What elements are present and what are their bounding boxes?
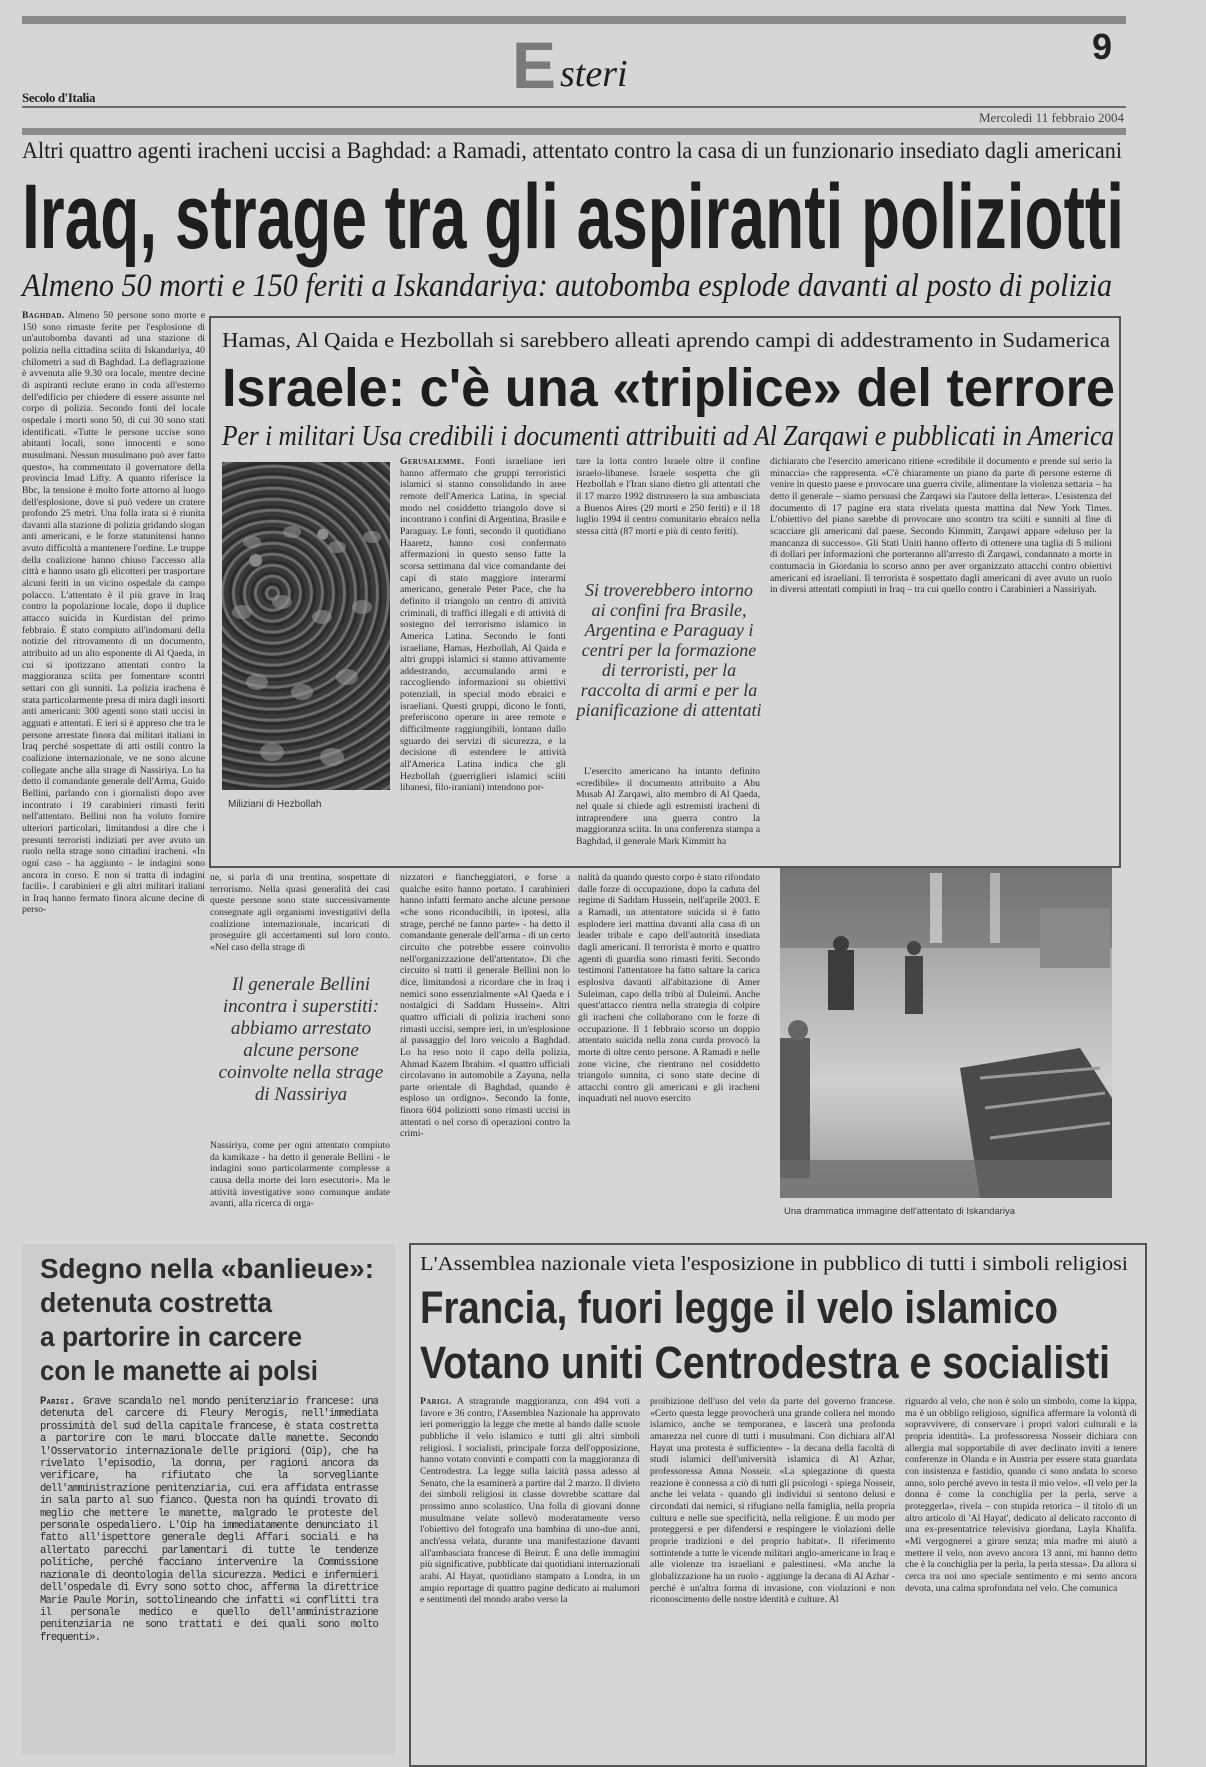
banlieue-headline-line-2: detenuta costretta: [40, 1287, 273, 1318]
iraq-pull-quote: Il generale Bellini incontra i superstiti: abbiamo arrestato alcune persone coinvolte nella strage di Nassiriya: [218, 974, 384, 1105]
banlieue-text: Grave scandalo nel mondo penitenziario francese: una detenuta del carcere di Fleury Merogis, nell'immediata prossimità del sud della capitale francese, è stata costretta a partorire con le mani bloccate dalle manette. Secondo l'Osservatorio internazionale delle prigioni (Oip), che ha rivelato l'episodio, la donna, per ragioni ancora da verificare, ha rifiutato che la sorvegliante dell'amministrazione penitenziaria, cui era affidata entrasse in sala parto al suo fianco. Questa non ha quindi trovato di meglio che mettere le manette, malgrado le proteste del personale ospedaliero. L'Oip ha immediatamente denunciato il fatto all'ispettore generale degli Affari sociali e ha allertato parecchi parlamentari di tutte le tendenze politiche, perché facciano intervenire la Commissione nazionale di deontologia della sicurezza. Medici e infermieri dell'ospedale di Evry sono sotto choc, afferma la direttrice Marie Paule Morin, sottolineando che infatti «i conflitti tra il personale medico e quello dell'amministrazione penitenziaria ne sono trattati e dei quali sono molto frequenti».: [40, 1396, 378, 1644]
issue-date: Mercoledì 11 febbraio 2004: [979, 110, 1124, 125]
iraq-text: ne, si parla di una trentina, sospettate di terrorismo. Nella quasi generalità dei casi queste persone sono state successivamente consegnate agli organismi investigativi della coalizione internazionale, incaricati di proseguire gli accertamenti sul loro conto. «Nel caso della strage di: [210, 872, 390, 953]
iraq-text: nizzatori e fiancheggiatori, e forse a qualche esito hanno portato. I carabinieri hanno infatti fermato anche alcune persone «che sono riconducibili, in ipotesi, alla strage, perché ne fanno parte» - ha detto il comandante generale dell'arma - di un certo circuito che potrebbe essere coinvolto nell'organizzazione dell'attentato». Di che circuito si tratti il generale Bellini non lo dice, limitandosi a ricordare che in Iraq i nemici sono essenzialmente «Al Qaeda e i nostalgici di Saddam Hussein». Altri quattro ufficiali di polizia iracheni sono rimasti uccisi, sempre ieri, in un'esplosione al passaggio del loro veicolo a Baghdad. Lo ha reso noto il capo della polizia, Ahmad Kazem Ibrahim. «I quattro ufficiali circolavano in automobile a Zayuna, nella parte orientale di Baghdad, quando è esploso un ordigno». Secondo la fonte, finora 604 poliziotti sono rimasti uccisi in attentati o nel corso di operazioni contro la crimi-: [400, 872, 570, 1140]
israel-text: tare la lotta contro Israele oltre il confine israelo-libanese. Israele sospetta che gli Hezbollah e l'Iran siano dietro gli attentati che il 17 marzo 1992 distrussero la sua ambasciata a Buenos Aires (29 morti e 250 feriti) e il 18 luglio 1994 il centro comunitario ebraico nella stessa città (87 morti e più di cento feriti).: [576, 456, 760, 537]
francia-column-2: [650, 1396, 895, 1726]
israel-subhead: Per i militari Usa credibili i documenti attribuiti ad Al Zarqawi e pubblicati in America: [221, 421, 1115, 452]
iraq-dateline: Baghdad.: [22, 310, 65, 321]
masthead-band: [22, 128, 1126, 135]
banlieue-dateline: Parigi.: [40, 1396, 76, 1408]
iraq-kicker: Altri quattro agenti iracheni uccisi a Baghdad: a Ramadi, attentato contro la casa di un funzionario insediato dagli americani: [22, 138, 1122, 163]
iskandariya-photo: [780, 868, 1112, 1198]
israel-column-2a: [576, 456, 760, 573]
iraq-text: Nassiriya, come per ogni attentato compiuto da kamikaze - ha detto il generale Bellini - le indagini sono particolarmente complesse a causa della morte dei loro esecutori». Ma le attività investigative sono comunque andate avanti, alla ricerca di orga-: [210, 1140, 390, 1210]
top-rule: [22, 16, 1126, 24]
israel-column-1: [400, 456, 566, 848]
iraq-column-2b: [210, 1140, 390, 1232]
francia-dateline: Parigi.: [420, 1396, 452, 1407]
iraq-column-2a: [210, 872, 390, 966]
banlieue-headline-line-4: con le manette ai polsi: [40, 1355, 318, 1386]
iraq-text: nalità da quando questo corpo è stato rifondato dalle forze di occupazione, dopo la caduta del regime di Saddam Hussein, nell'aprile 2003. E a Ramadi, un attentatore suicida si è fatto esplodere ieri mattina davanti alla casa di un leader tribale e capo dell'autorità insediata dagli americani. Il terrorista è morto e quattro agenti di guardia sono rimasti feriti. Secondo testimoni l'attentatore ha fatto saltare la carica esplosiva davanti all'abitazione di Amer Suleiman, capo della tribù al Duleimi. Anche quest'attacco rientra nella strategia di colpire gli iracheni che collaborano con le forze di occupazione. Il 1 febbraio scorso un doppio attentato suicida nella zona curda provocò la morte di oltre cento persone. A Ramadi e nelle zone vicine, che rientrano nel cosiddetto triangolo sunnita, ci sono state decine di attacchi contro gli americani e gli iracheni inquadrati nel nuovo esercito: [578, 872, 760, 1105]
israel-pull-quote: Si troverebbero intorno ai confini fra Brasile, Argentina e Paraguay i centri per la formazione di terroristi, per la raccolta di armi e per la pianificazione di attentati: [576, 580, 762, 720]
israel-heading: [0, 320, 1206, 452]
iraq-headline: Iraq, strage tra gli aspiranti poliziotti: [22, 166, 1124, 268]
israel-headline: Israele: c'è una «triplice» del terrore: [222, 358, 1115, 418]
israel-column-3: [770, 456, 1112, 848]
section-logo-rest: steri: [560, 53, 628, 95]
israel-text: Fonti israeliane ieri hanno affermato che gruppi terroristici islamici si stanno consolidando in aree remote dell'America Latina, in special modo nel cosiddetto triangolo dove si incontrano i confini di Argentina, Brasile e Paraguay. Le fonti, secondo il quotidiano Haaretz, hanno così confermato affermazioni in questo senso fatte la scorsa settimana dal vice comandante dei capi di stato maggiore interarmi americano, generale Peter Pace, che ha definito il triangolo un centro di attività criminali, di traffici illegali e di attività di sostegno del terrorismo islamico in America Latina. Secondo le fonti israeliane, Hamas, Hezbollah, Al Qaida e altri gruppi islamici si stanno attivamente addestrando, accumulando armi e raccogliendo informazioni su obiettivi potenziali, in special modo ebraici e israeliani. Questi gruppi, dicono le fonti, preferiscono operare in aree remote e difficilmente raggiungibili, lontano dallo sguardo dei servizi di sicurezza, e la decisione di estendere le attività all'America Latina indica che gli Hezbollah (guerriglieri islamici sciiti libanesi, filo-iraniani) intendono por-: [400, 456, 566, 794]
section-logo-initial: E: [512, 28, 557, 102]
explosion-scene-illustration: [780, 868, 1112, 1198]
israel-column-2b: [576, 766, 760, 848]
section-logo: [512, 28, 672, 102]
israel-kicker: Hamas, Al Qaida e Hezbollah si sarebbero alleati aprendo campi di addestramento in Sudamerica: [222, 328, 1111, 352]
francia-column-1: [420, 1396, 640, 1726]
crowd-illustration: [222, 462, 390, 790]
banlieue-headline-line-3: a partorire in carcere: [40, 1321, 302, 1352]
banlieue-body: [40, 1396, 378, 1646]
banlieue-headline-line-1: Sdegno nella «banlieue»:: [40, 1253, 374, 1284]
israel-dateline: Gerusalemme.: [400, 456, 465, 467]
hezbollah-photo-caption: Miliziani di Hezbollah: [228, 799, 322, 810]
iraq-heading: [0, 136, 1206, 308]
iraq-text: Almeno 50 persone sono morte e 150 sono rimaste ferite per l'esplosione di un'autobomba davanti ad una stazione di polizia nella cittadina sciita di Iskandariya, 40 chilometri a sud di Baghdad. La deflagrazione è avvenuta alle 9.30 ora locale, mentre decine di aspiranti reclute erano in coda all'esterno dell'edificio per chiedere di essere assunte nel corpo di polizia. Secondo fonti del locale ospedale i morti sono 50, di cui 30 sono stati identificati. «Tutte le persone uccise sono abitanti locali, sono innocenti e sono musulmani. Nessun musulmano può aver fatto questo», ha commentato il governatore della provincia Imad Lifty. A quanto riferisce la Bbc, la tensione è molto forte attorno al luogo dell'esplosione, dove si può vedere un cratere profondo 25 metri. Una folla irata si è riunita davanti alla stazione di polizia gridando slogan anti americani, e le forze statunitensi hanno avuto difficoltà a mantenere l'ordine. Le truppe della coalizione hanno chiuso l'accesso alla città e hanno usato gli elicotteri per trasportare alcuni feriti in un vicino ospedale da campo polacco. L'attentato è il più grave in Iraq contro la popolazione locale, dopo il duplice attacco suicida in Kurdistan del primo febbraio. È stato compiuto all'indomani della notizie del ritrovamento di un documento, attribuito ad un alto esponente di Al Qaeda, in cui si ipotizzano attentati contro la maggioranza sciita per fomentare scontri settari con gli sunniti. La polizia irachena è stata particolarmente presa di mira dagli insorti anti americani: 300 agenti sono stati uccisi in agguati e attentati. E ieri si è appreso che tra le persone arrestate finora dai militari italiani in Iraq perché sospettate di atti ostili contro la coalizione internazionale, ve ne sono alcune collegate anche alla strage di Nassiriya. Lo ha detto il comandante generale dell'Arma, Guido Bellini, parlando con i giornalisti dopo aver incontrato i 19 carabinieri rimasti feriti nell'attentato. Bellini non ha voluto fornire ulteriori particolari, limitandosi a dire che i presunti terroristi indiziati per aver avuto un ruolo nella strage sono cittadini iracheni. «In ogni caso - ha aggiunto - le indagini sono ancora in corso. E non si tratta di indagini facili». I carabinieri e gli altri militari italiani in Iraq hanno fermato finora alcune decine di perso-: [22, 310, 205, 916]
iskandariya-photo-caption: Una drammatica immagine dell'attentato di Iskandariya: [784, 1206, 1015, 1217]
francia-text: A stragrande maggioranza, con 494 voti a favore e 36 contro, l'Assemblea Nazionale ha approvato ieri pomeriggio la legge che mette al bando dalle scuole pubbliche il velo islamico e tutti gli altri simboli religiosi. I socialisti, principale forza dell'opposizione, hanno votato convinti e compatti con la maggioranza di Centrodestra. La legge sulla laicità passa adesso al Senato, che la esaminerà a partire dal 2 marzo. Il divieto dei simboli religiosi in classe dovrebbe scattare dal prossimo anno scolastico. Una folla di giovani donne musulmane velate sollevò moderatamente verso l'obiettivo del fotografo una bambina di uno-due anni, anch'essa velata, durante una manifestazione davanti all'ambasciata francese di Beirut. È una delle immagini più significative, pubblicate dai quotidiani internazionali arabi. Al Hayat, quotidiano stampato a Londra, in un ampio reportage di quattro pagine dedicato ai malumori e sentimenti del mondo arabo verso la: [420, 1396, 640, 1606]
iraq-column-3: [400, 872, 570, 1206]
publication-name: Secolo d'Italia: [22, 90, 96, 105]
page-number: 9: [1092, 26, 1113, 67]
masthead-rule: [22, 106, 1126, 108]
hezbollah-photo: [222, 462, 390, 790]
francia-headline-line-1: Francia, fuori legge il velo islamico: [420, 1282, 1058, 1333]
francia-headline-line-2: Votano uniti Centrodestra e socialisti: [420, 1337, 1110, 1388]
iraq-column-4: [578, 872, 760, 1206]
francia-heading: [0, 1248, 1206, 1390]
francia-column-3: [905, 1396, 1137, 1726]
iraq-subhead: Almeno 50 morti e 150 feriti a Iskandariya: autobomba esplode davanti al posto di polizia: [20, 268, 1112, 304]
francia-text: proibizione dell'uso del velo da parte del governo francese. «Certo questa legge provocherà una grande collera nel mondo islamico, anche se temporanea, e lascerà una profonda amarezza nel cuore di tutti i musulmani. Con dichiara all'Al Hayat una protesta è sufficiente» - la decana della facoltà di studi islamici dell'università islamica di Al Azhar, professoressa Amna Nosseir. «La spiegazione di questa reazione è connessa a ciò di tutti gli psicologi - spiega Nosseir, anche lei velata - quando gli individui si sentono delusi e circondati dai nemici, si rifugiano nella famiglia, nella propria cultura e nelle sue specificità, nella religione. È un modo per proteggersi e per difendersi e respingere le violazioni delle proprie tradizioni e del proprio habitat». Il riferimento sottintende a tutte le vicende militari anglo-americane in Iraq e alle violenze tra israeliani e palestinesi. «Ma anche la globalizzazione ha un ruolo - aggiunge la decana di Al Azhar - perché è un'altra forma di invasione, con violazioni e non riconoscimento delle nostre identità e culture. Al: [650, 1396, 895, 1606]
francia-kicker: L'Assemblea nazionale vieta l'esposizione in pubblico di tutti i simboli religiosi: [420, 1253, 1129, 1275]
israel-text: dichiarato che l'esercito americano ritiene «credibile il documento e prende sul serio la minaccia» che rappresenta. «C'è chiaramente un piano da parte di persone esterne di venire in questo paese e provocare una guerra civile, alimentare la violenza settaria – ha detto il generale – siamo persuasi che Zarqawi sia l'autore della lettera». L'esistenza del documento di 17 pagine era stata rivelata questa mattina dal New York Times. L'obiettivo del piano sarebbe di provocare uno scontro tra sciiti e sunniti al fine di scacciare gli americani dal paese. Secondo Kimmitt, Zarqawi appare «deluso per la mancanza di successo». Gli Stati Uniti hanno offerto di ottenere una taglia di 5 milioni di dollari per informazioni che porteranno all'arresto di Zarqawi, condannato a morte in contumacia in Giordania lo scorso anno per aver organizzato attacchi contro obiettivi americani ed israeliani. Il terrorista è sospettato dagli americani di aver avuto un ruolo in diversi attentati compiuti in Iraq – tra cui quello contro i Carabinieri a Nassiriyah.: [770, 456, 1112, 596]
israel-text: L'esercito americano ha intanto definito «credibile» il documento attribuito a Abu Musab Al Zarqawi, alto membro di Al Qaeda, nel quale si chiede agli estremisti iracheni di intraprendere una guerra contro la maggioranza sciita. In una conferenza stampa a Baghdad, il generale Mark Kimmitt ha: [576, 766, 760, 847]
francia-text: riguardo al velo, che non è solo un simbolo, come la kippa, ma è un obbligo religioso, significa affermare la volontà di sopravvivere, di conservare i propri valori culturali e la propria identità». La professoressa Nosseir dichiara con allergia mal sopportabile di aver declinato inviti a tenere conferenze in Olanda e in Austria per essere stata guardata con insistenza e fastidio, quando ci sono andata lo scorso anno, solo perché avevo in testa il mio velo». «Il velo per la donna è come la conchiglia per la perla, serve a proteggerla», rivela – con stupida retorica – il titolo di un altro articolo di 'Al Hayat', dedicato al delicato racconto di una ex-presentatrice televisiva giordana, Layla Khalifa. «Mi vergognerei a girare senza; mia madre mi aiutò a mettere il velo, non avevo ancora 13 anni, mi hanno detto che è la conchiglia per la perla, la perla stessa». Da allora si cerca tra noi uno speciale sentimento e mi sento ancora devota, una calma sprofondata nel velo. Che comunica: [905, 1396, 1137, 1594]
